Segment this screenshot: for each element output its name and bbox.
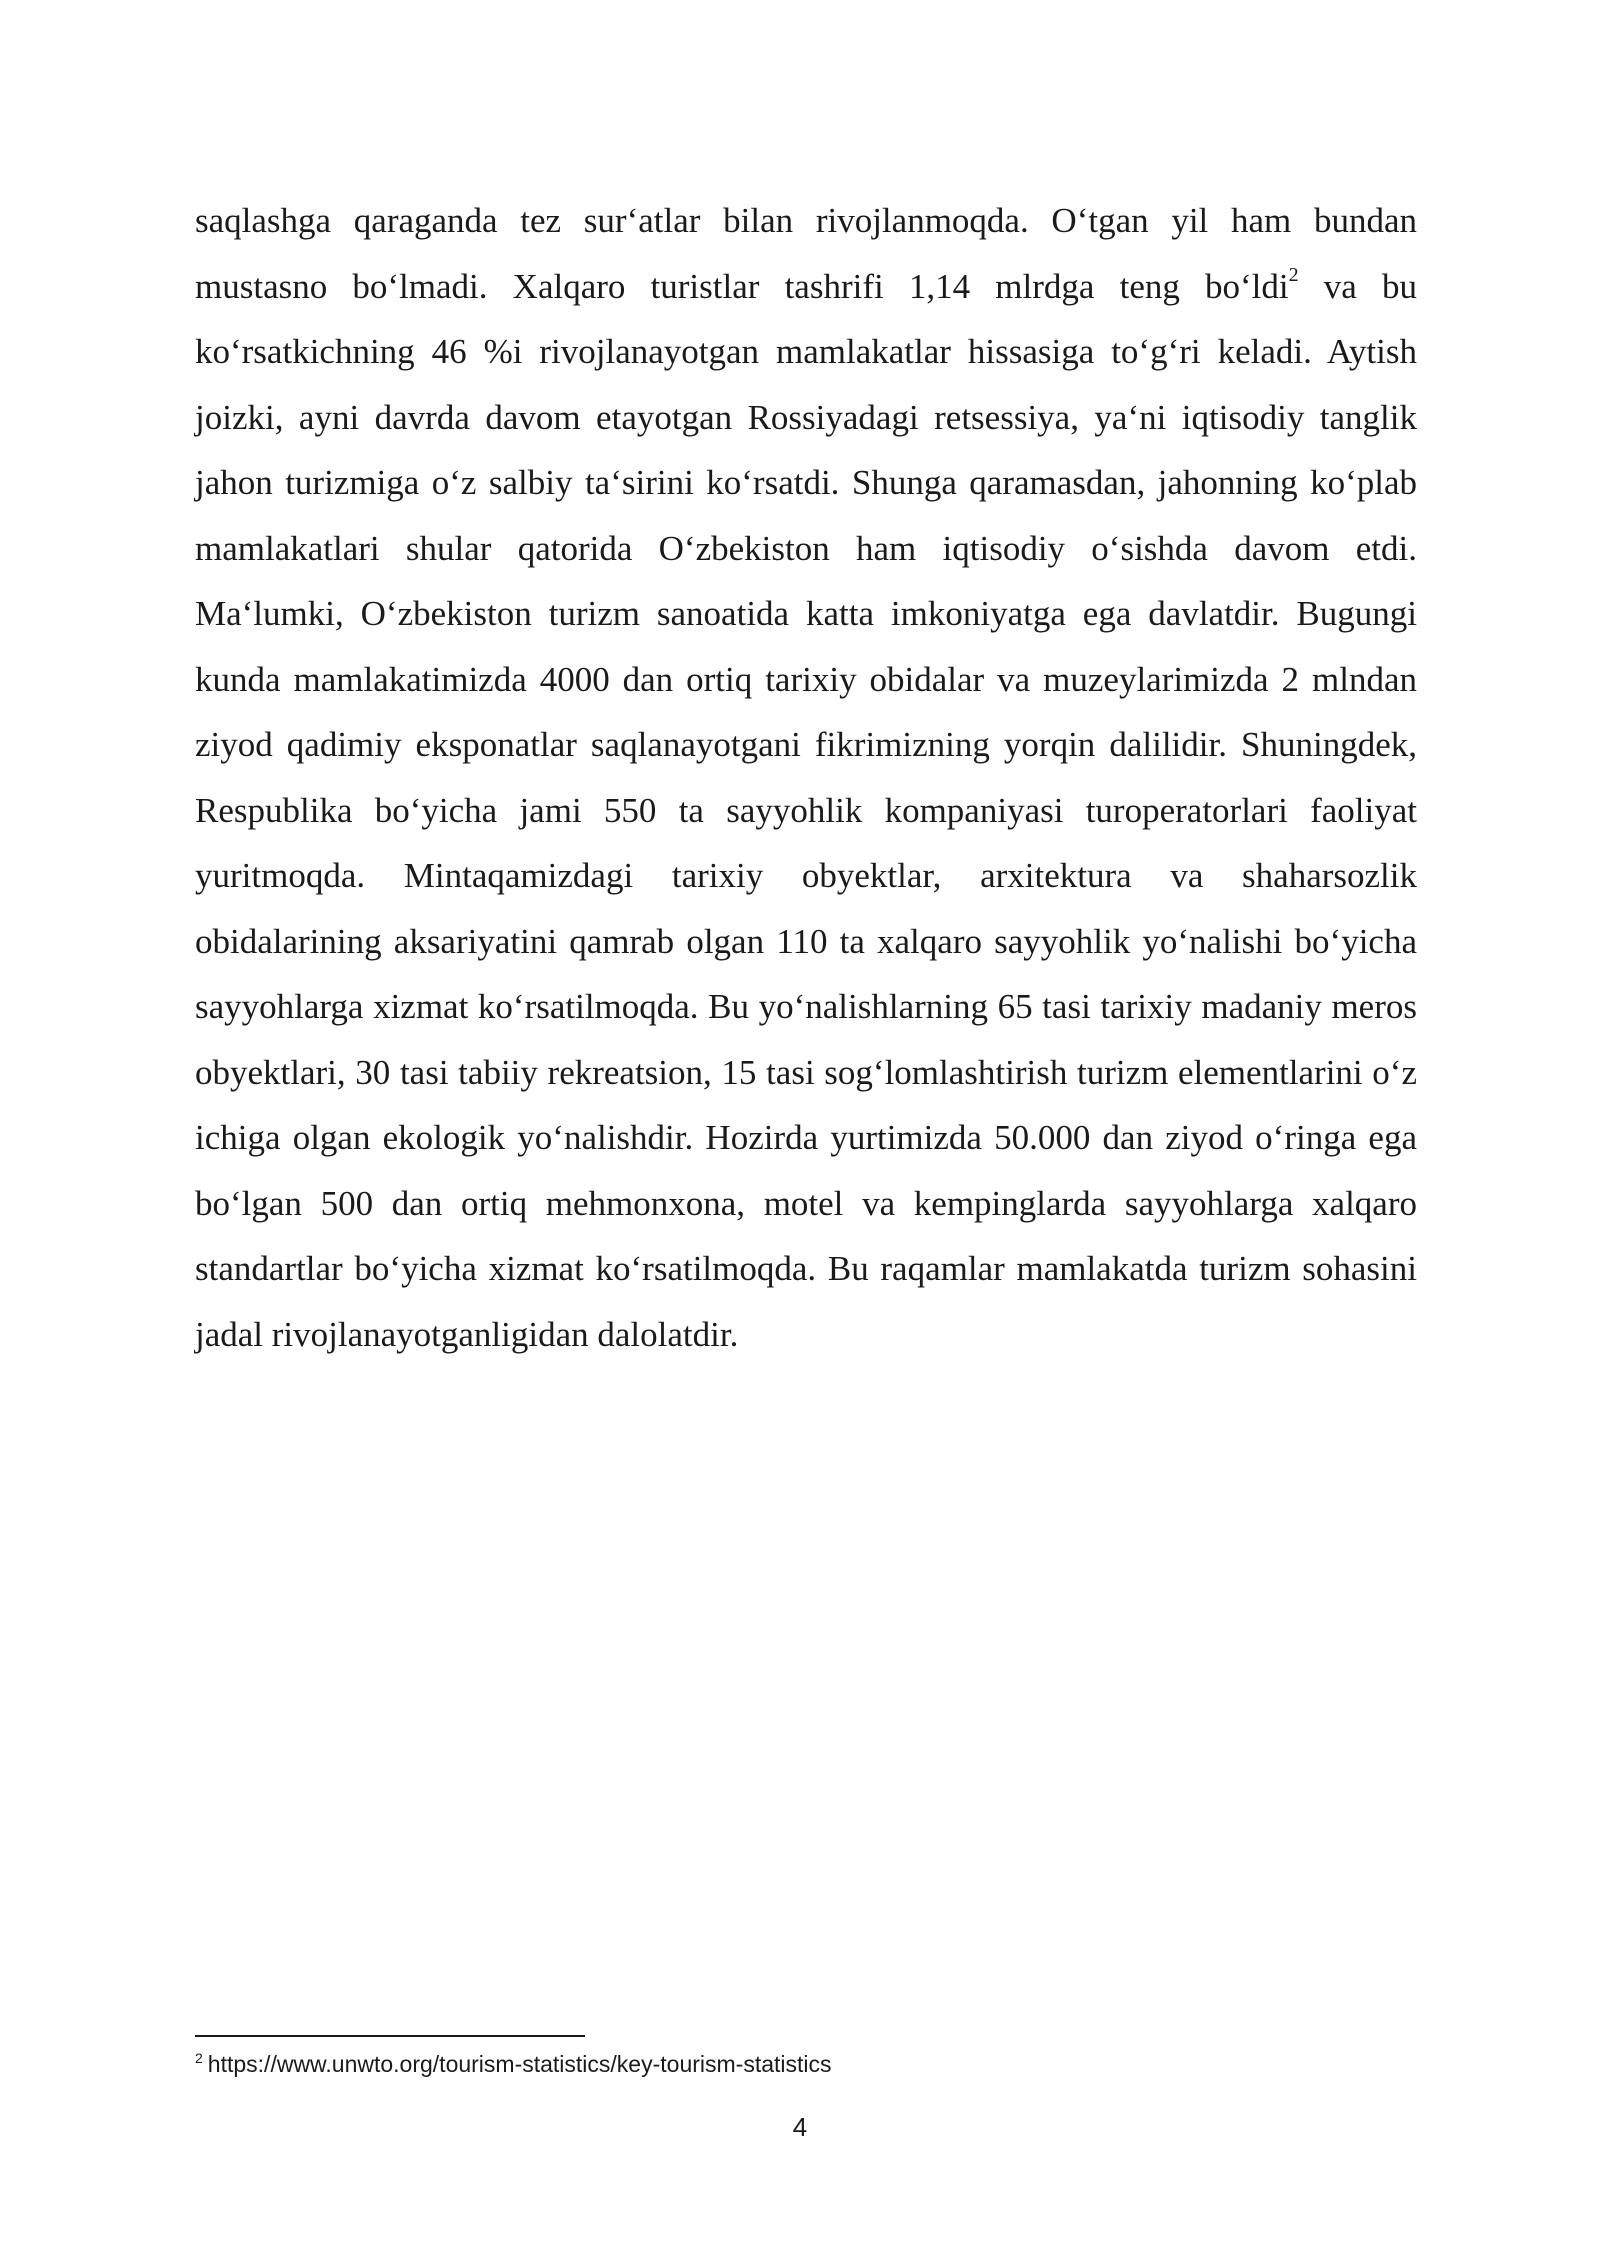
footnote — [195, 2048, 832, 2080]
footnote-url[interactable]: https://www.unwto.org/tourism-statistics/key-tourism-statistics — [207, 2051, 832, 2077]
body-text-part-1: saqlashga qaraganda tez sur‘atlar bilan rivojlanmoqda. O‘tgan yil ham bundan mustasno bo‘lmadi. Xalqaro turistlar tashrifi 1,14 mlrdga teng bo‘ldi — [195, 201, 1417, 306]
page-number: 4 — [792, 2112, 808, 2142]
footnote-separator — [195, 2035, 585, 2037]
body-text-part-2: va bu ko‘rsatkichning 46 %i rivojlanayotgan mamlakatlar hissasiga to‘g‘ri keladi. Aytish joizki, ayni davrda davom etayotgan Rossiyadagi retsessiya, ya‘ni iqtisodiy tanglik jahon turizmiga o‘z salbiy ta‘sirini ko‘rsatdi. Shunga qaramasdan, jahonning ko‘plab mamlakatlari shular qatorida O‘zbekiston ham iqtisodiy o‘sishda davom etdi. Ma‘lumki, O‘zbekiston turizm sanoatida katta imkoniyatga ega davlatdir. Bugungi kunda mamlakatimizda 4000 dan ortiq tarixiy obidalar va muzeylarimizda 2 mlndan ziyod qadimiy eksponatlar saqlanayotgani fikrimizning yorqin dalilidir. Shuningdek, Respublika bo‘yicha jami 550 ta sayyohlik kompaniyasi turoperatorlari faoliyat yuritmoqda. Mintaqamizdagi tarixiy obyektlar, arxitektura va shaharsozlik obidalarining aksariyatini qamrab olgan 110 ta xalqaro sayyohlik yo‘nalishi bo‘yicha sayyohlarga xizmat ko‘rsatilmoqda. Bu yo‘nalishlarning 65 tasi tarixiy madaniy meros obyektlari, 30 tasi tabiiy rekreatsion, 15 tasi sog‘lomlashtirish turizm elementlarini o‘z ichiga olgan ekologik yo‘nalishdir. Hozirda yurtimizda 50.000 dan ziyod o‘ringa ega bo‘lgan 500 dan ortiq mehmonxona, motel va kempinglarda sayyohlarga xalqaro standartlar bo‘yicha xizmat ko‘rsatilmoqda. Bu raqamlar mamlakatda turizm sohasini jadal rivojlanayotganligidan dalolatdir. — [195, 266, 1417, 1354]
footnote-number: 2 — [195, 2050, 203, 2067]
footnote-reference[interactable]: 2 — [1288, 263, 1299, 286]
body-paragraph — [195, 188, 1417, 1367]
